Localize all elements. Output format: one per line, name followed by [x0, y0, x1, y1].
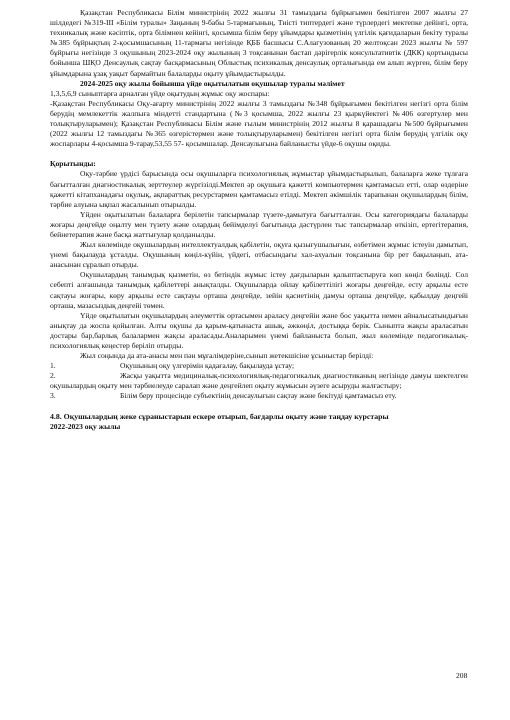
paragraph-recommendations: Жыл соңында да ата-анасы мен пән мұғалімдеріне,сынып жетекшісіне ұсыныстар берілді:: [80, 351, 374, 361]
heading-year-info: 2024-2025 оқу жылы бойынша үйде оқытылатын оқушылар туралы мәлімет: [80, 78, 345, 88]
list-item-number: 3.: [50, 391, 56, 401]
paragraph-standards: -Қазақстан Республикасы Оқу-ағарту министрінің 2022 жылғы 3 тамыздағы №348 бұйрығымен бекітілген негізгі орта білім берудің мемлекеттік жалпыға міндетті стандартына (№3 қосымша, 2022 жылғы 23 қыркүйектегі №406 өзгертулер мен толықтыруларымен); Қазақстан Республикасы Білім және ғылым министрінің 2012 жылғы 8 қарашадағы №500 бұйрығымен (2022 жылғы 12 тамыздағы №365 өзгерістермен және толықтыруларымен) бекітілген негізгі орта білім берудің үлгілік оқу жоспарлары 4-қосымша 9-тарау,53,55 57- қосымшалар. Денсаулығына байланысты үйде-6 оқушы оқиды.: [50, 98, 468, 149]
paragraph-tasks: Үйден оқытылатын балаларға берілетін тапсырмалар түзете-дамытуға бағытталған. Осы категориядағы балаларды жоғары деңгейде оңалту мен түзету және олардың бейімделуі бағытында дәстүрлен тыс тапсырмалар өткізіп, ертегітерапия, бейнетерапия және басқа жаттығулар қолданылды.: [50, 209, 468, 239]
paragraph-intro: Қазақстан Республикасы Білім министрінің 2022 жылғы 31 тамыздағы бұйрығымен бекітілген 2007 жылғы 27 шілдедегі №319-III «Білім туралы» Заңының 9-бабы 5-тармағының, Тиісті типтердегі және түрлердегі мектепке дейінгі, орта, техникалық және кәсіптік, орта білімнен кейінгі, қосымша білім беру ұйымдары қызметінің үлгілік қағидаларын бекіту туралы №385 бұйрықтың 2-қосымшасының 11-тармағы негізінде ҚББ басшысы С.Алагузованың 20 желтоқсан 2023 жылғы № 597 бұйрығы негізінде 3 оқушының 2023-2024 оқу жылының 3 тоқсанынан бастап дәрігерлік консультативтік (ДКК) қортындысы бойынша ШҚО Денсаулық сақтау басқармасының Облыстық психикалық денсаулық орталығында ем алып жүрген, білім беру ұйымдарына ұзақ уақыт бармайтын балаларды оқыту ұйымдастырылды.: [50, 8, 468, 78]
list-item: [50, 371, 468, 391]
list-item-number: 2.: [50, 371, 56, 381]
section-year: 2022-2023 оқу жылы: [50, 421, 121, 431]
paragraph-monitoring: Жыл көлемінде оқушылардың интеллектуалдық қабілетін, оқуға қызығушылығын, өзбетімен жұмыс істеуін дамытып, үнемі бақылауда ұсталды. Оқушының көңіл-күйін, үйдегі, отбасындағы хал-ахуалын тоқсанына бір рет бақылаңып, ата-анасынан сұралып отырды.: [50, 240, 468, 270]
list-item: [50, 361, 468, 371]
list-item-number: 1.: [50, 361, 56, 371]
page-content: [50, 8, 468, 432]
list-item-text: Жасқы уақытта медициналық-психологиялық-педагогикалық диагностиканың негізінде дамуы шектелген оқушылардың оқыту мен тәрбиелеуде саралап және деңгейлеп оқыту жұмысын әүзеге асыруды жалғастыру;: [50, 371, 468, 391]
paragraph-social: Үйде оқытылатын оқушылардың әлеуметтік ортасымен араласу деңгейін және бос уақытта немен айналысатындығын анықтау да жоспа қойылған. Алты оқушы да қарым-қатынаста ашық, әжкөңіл, достыққа берік. Сыныпта жақсы араласатын достары бар,барлық балалармен жақсы араласады.Аналарымен үнемі байланыста болып, жыл көлемінде педагогикалық-психологиялық кеңестер беріліп отырды.: [50, 310, 468, 350]
paragraph-plan: 1,3,5,6,9 сыныптарға арналған үйде оқытудың жұмыс оқу жоспары:: [50, 88, 270, 98]
paragraph-psychology: Оқу-тәрбие үрдісі барысында осы оқушыларға психологиялық жұмыстар ұйымдастырылып, балаларға жеке тұлғаға бағытталған диагностикалық зерттеулер жүргізілді.Мектеп әр оқушыға қажетті компьютермен қамтамасыз етті, олар өздеріне қажетті кітапханадағы оқулық, ақпараттық ресурстармен қамтамасыз етілді. Мектеп әкімшілік тарапынан оқушылардың білім, тәрбие алуына ықпал жасалынып отырылды.: [50, 169, 468, 209]
list-item: [50, 391, 468, 401]
heading-conclusion: Қорытынды:: [50, 159, 96, 169]
page-number: 208: [456, 671, 468, 680]
paragraph-cognitive: Оқушылардың танымдық қызметін, өз бетіндік жұмыс істеу дағдыларын қалыптастыруға көп көңіл бөлінді. Сол себепті алғашында танымдық қабілеттері анықталды. Оқушыларда ойлау қабілеттілігі жоғары деңгейде, есту арқылы есте сақтауы жоғары, көру арқылы есте сақтауы орташа деңгейде, зейін қасиетінің дамуы орташа деңгейде, қабылдау деңгейі орташа, мазасыздық деңгейі төмен.: [50, 270, 468, 310]
list-item-text: Оқушының оқу үлгерімін қадағалау, бақылауда ұстау;: [120, 361, 295, 371]
list-item-text: Білім беру процесінде субъектінің денсаулығын сақтау және бекітуді қамтамасыз ету.: [120, 391, 397, 401]
section-heading: 4.8. Оқушылардың жеке сұраныстарын ескере отырып, бағдарлы оқыту және таңдау курстары: [50, 411, 389, 421]
